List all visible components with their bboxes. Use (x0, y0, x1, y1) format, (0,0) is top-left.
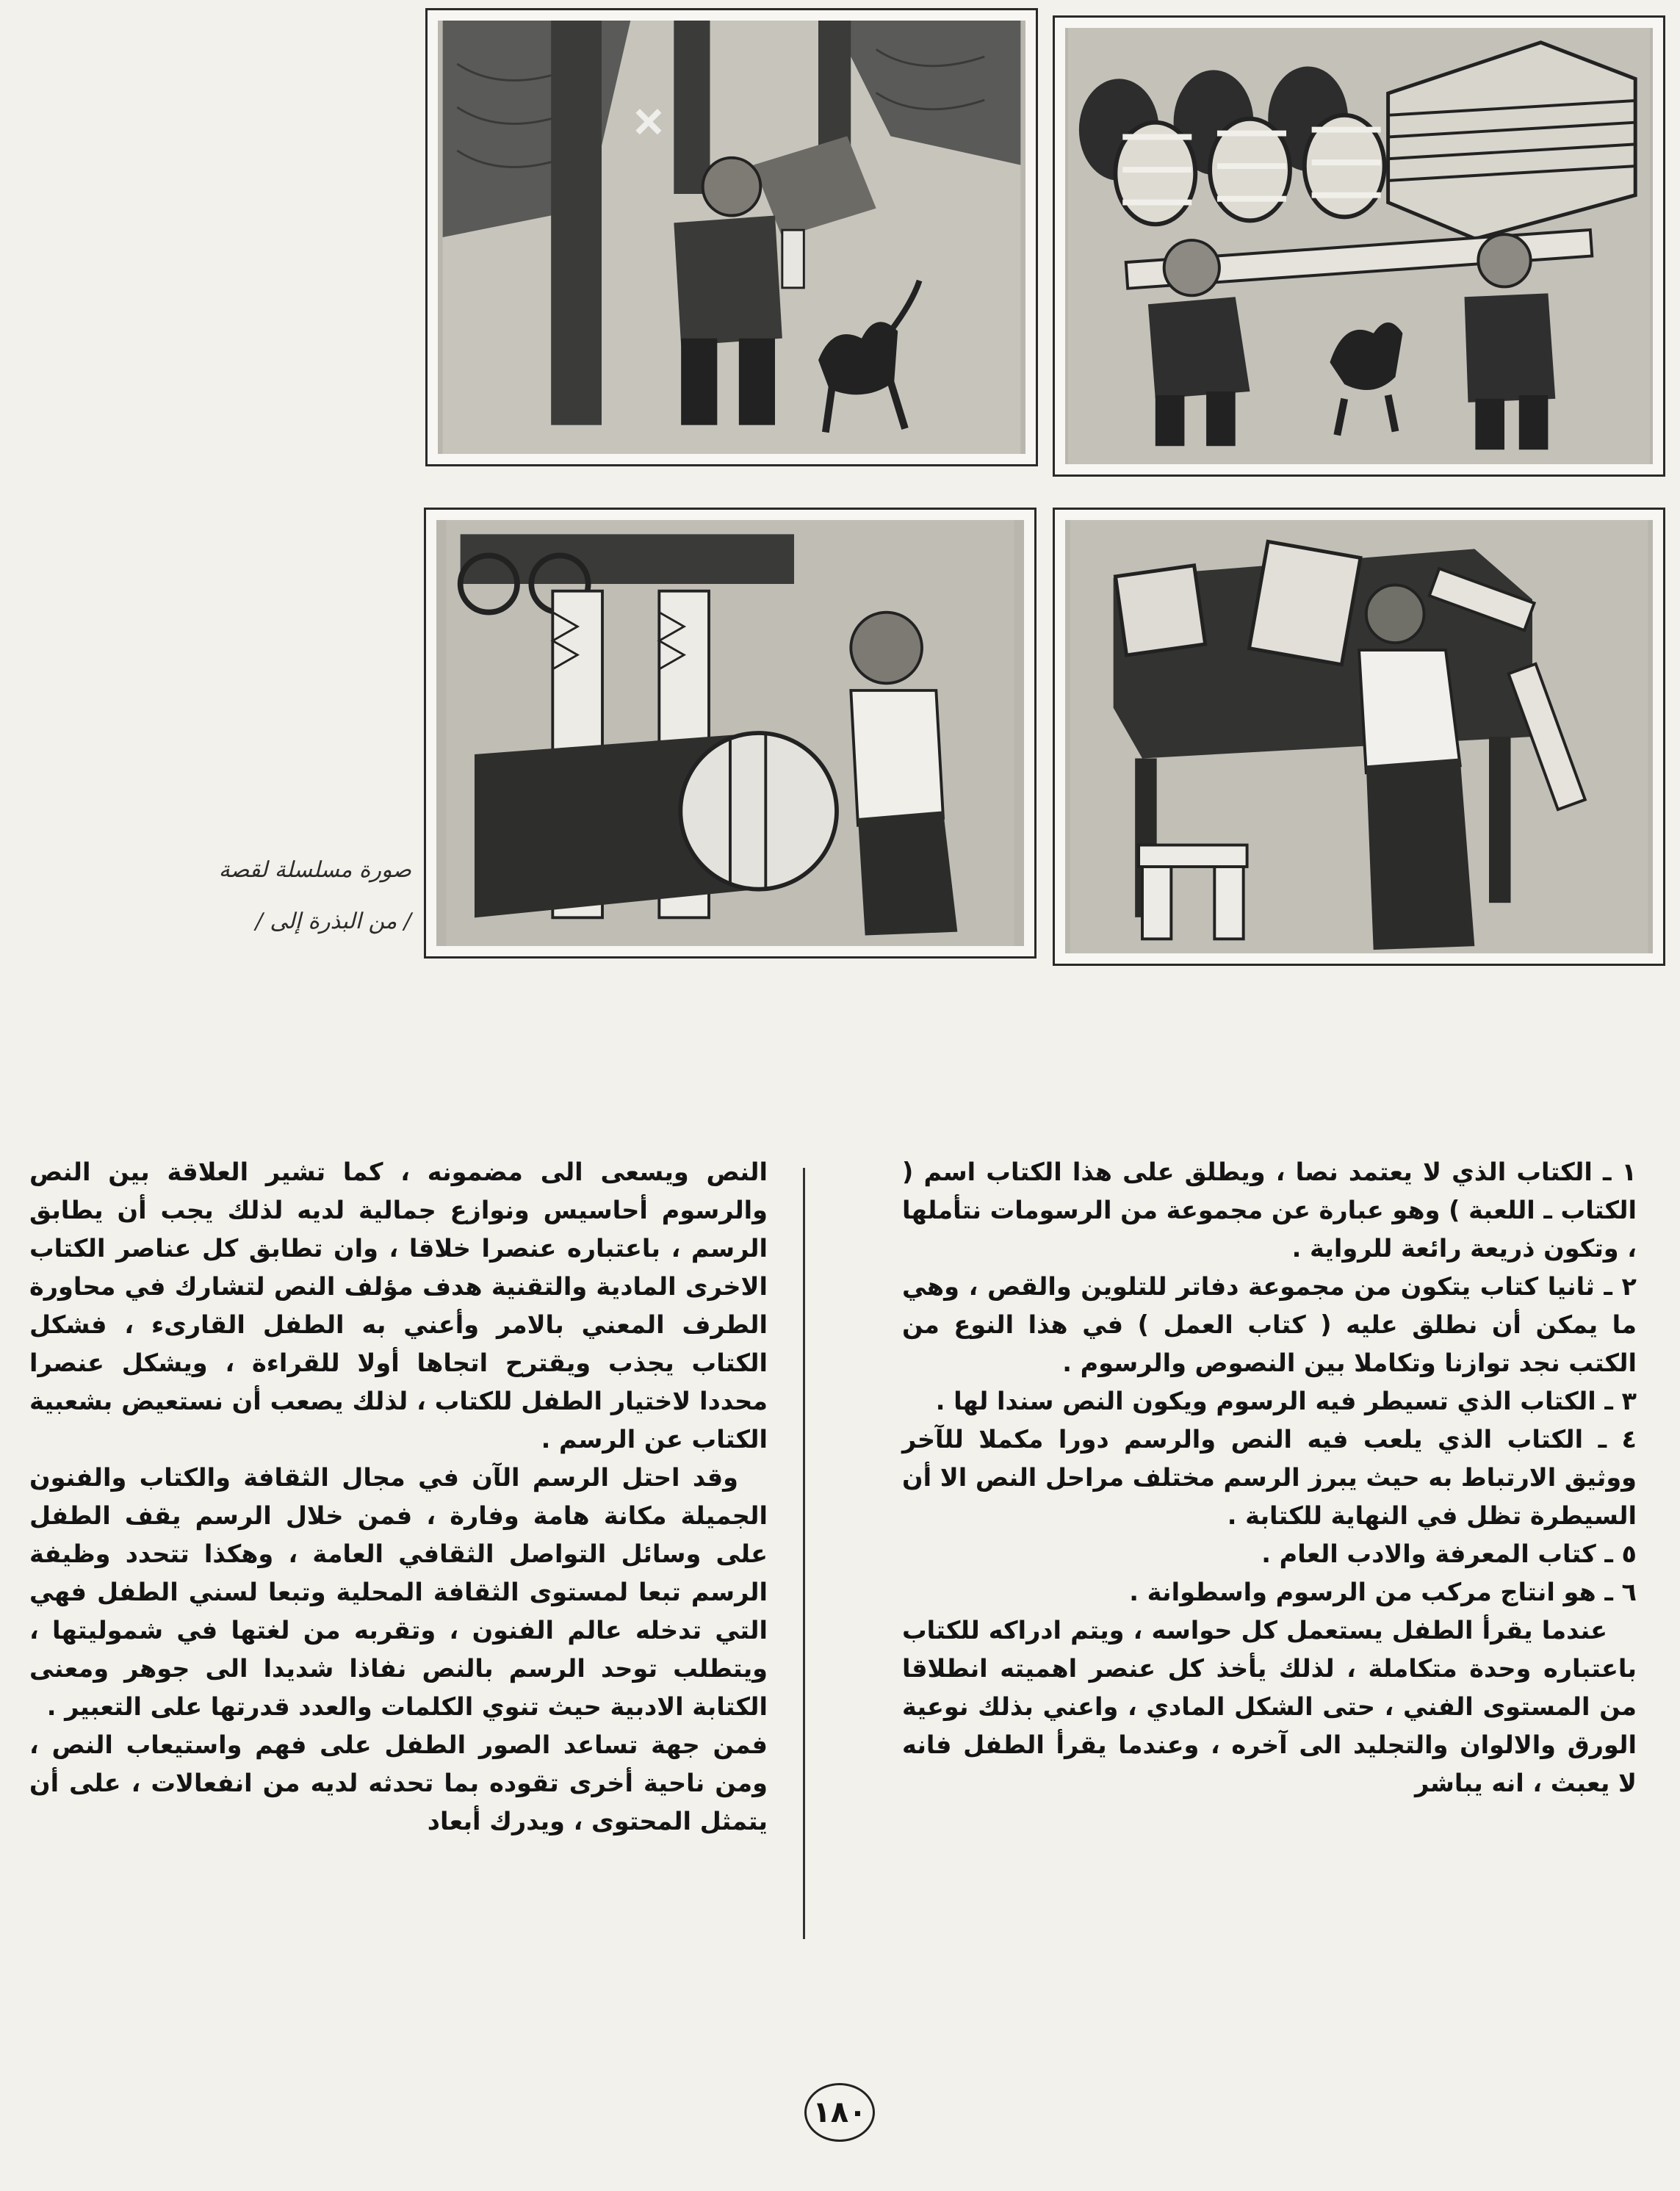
illustration-panel-3 (1055, 510, 1663, 964)
sawmill-machine-illustration (436, 520, 1024, 946)
paragraph: ٣ ـ الكتاب الذي تسيطر فيه الرسوم ويكون النص سندا لها . (935, 1387, 1637, 1415)
column-divider (803, 1168, 805, 1939)
paragraph: ٦ ـ هو انتاج مركب من الرسوم واسطوانة . (1129, 1578, 1637, 1606)
paragraph: فمن جهة تساعد الصور الطفل على فهم واستيعاب النص ، ومن ناحية أخرى تقوده بما تحدثه لديه من انفعالات ، على أن يتمثل المحتوى ، ويدرك أبعاد (29, 1730, 768, 1836)
paragraph: ٤ ـ الكتاب الذي يلعب فيه النص والرسم دورا مكملا للآخر ووثيق الارتباط به حيث يبرز الرسم مختلف مراحل النص الا أن السيطرة تظل في النهاية للكتابة . (902, 1425, 1637, 1530)
paragraph: وقد احتل الرسم الآن في مجال الثقافة والكتاب والفنون الجميلة مكانة هامة وفارة ، فمن خلال الرسم يقف الطفل على وسائل التواصل الثقافي العامة ، وهكذا تتحدد وظيفة الرسم تبعا لمستوى الثقافة المحلية وتبعا لسني الطفل فهي التي تدخله عالم الفنون ، وتقربه من لغتها في شموليتها ، ويتطلب توحد الرسم بالنص نفاذا شديدا الى جوهر ومعنى الكتابة الادبية حيث تنوي الكلمات والعدد قدرتها على التعبير . (29, 1463, 768, 1721)
carpenter-workbench-illustration (1065, 520, 1653, 953)
paragraph: ٥ ـ كتاب المعرفة والادب العام . (1261, 1540, 1637, 1568)
paragraph: ١ ـ الكتاب الذي لا يعتمد نصا ، ويطلق على هذا الكتاب اسم ( الكتاب ـ اللعبة ) وهو عبارة عن مجموعة من الرسومات نتأملها ، وتكون ذريعة رائعة للرواية . (902, 1158, 1637, 1263)
illustration-caption (191, 845, 411, 947)
sawmill-logs-planks-illustration (1065, 28, 1653, 464)
paragraph: عندما يقرأ الطفل يستعمل كل حواسه ، ويتم ادراكه للكتاب باعتباره وحدة متكاملة ، لذلك يأخذ كل عنصر اهميته انطلاقا من المستوى الفني ، حتى الشكل المادي ، واعني بذلك نوعية الورق والالوان والتجليد الى آخره ، وعندما يقرأ الطفل فانه لا يعبث ، انه يباشر (902, 1616, 1637, 1797)
illustration-panel-4 (426, 510, 1034, 956)
left-text-column (29, 1153, 768, 2057)
caption-line-2: / من البذرة إلى / (255, 909, 411, 934)
illustration-panel-1 (1055, 18, 1663, 474)
lumberjack-forest-illustration (438, 21, 1025, 454)
paragraph: النص ويسعى الى مضمونه ، كما تشير العلاقة بين النص والرسوم أحاسيس ونوازع جمالية لديه لذلك يجب أن يطابق الرسم ، باعتباره عنصرا خلاقا ، وان تطابق كل عناصر الكتاب الاخرى المادية والتقنية هدف مؤلف النص لتشارك في محاورة الطرف المعني بالامر وأعني به الطفل القارىء ، فشكل الكتاب يجذب ويقترح اتجاها أولا للقراءة ، ويشكل عنصرا محددا لاختيار الطفل للكتاب ، لذلك يصعب أن نستعيض بشعبية الكتاب عن الرسم . (29, 1158, 768, 1454)
right-text-column (902, 1153, 1637, 2057)
page-number: ١٨٠ (804, 2083, 875, 2142)
caption-line-1: صورة مسلسلة لقصة (218, 857, 411, 883)
paragraph: ٢ ـ ثانيا كتاب يتكون من مجموعة دفاتر للتلوين والقص ، وهي ما يمكن أن نطلق عليه ( كتاب العمل ) في هذا النوع من الكتب نجد توازنا وتكاملا بين النصوص والرسوم . (902, 1272, 1637, 1377)
illustration-panel-2 (428, 10, 1036, 464)
